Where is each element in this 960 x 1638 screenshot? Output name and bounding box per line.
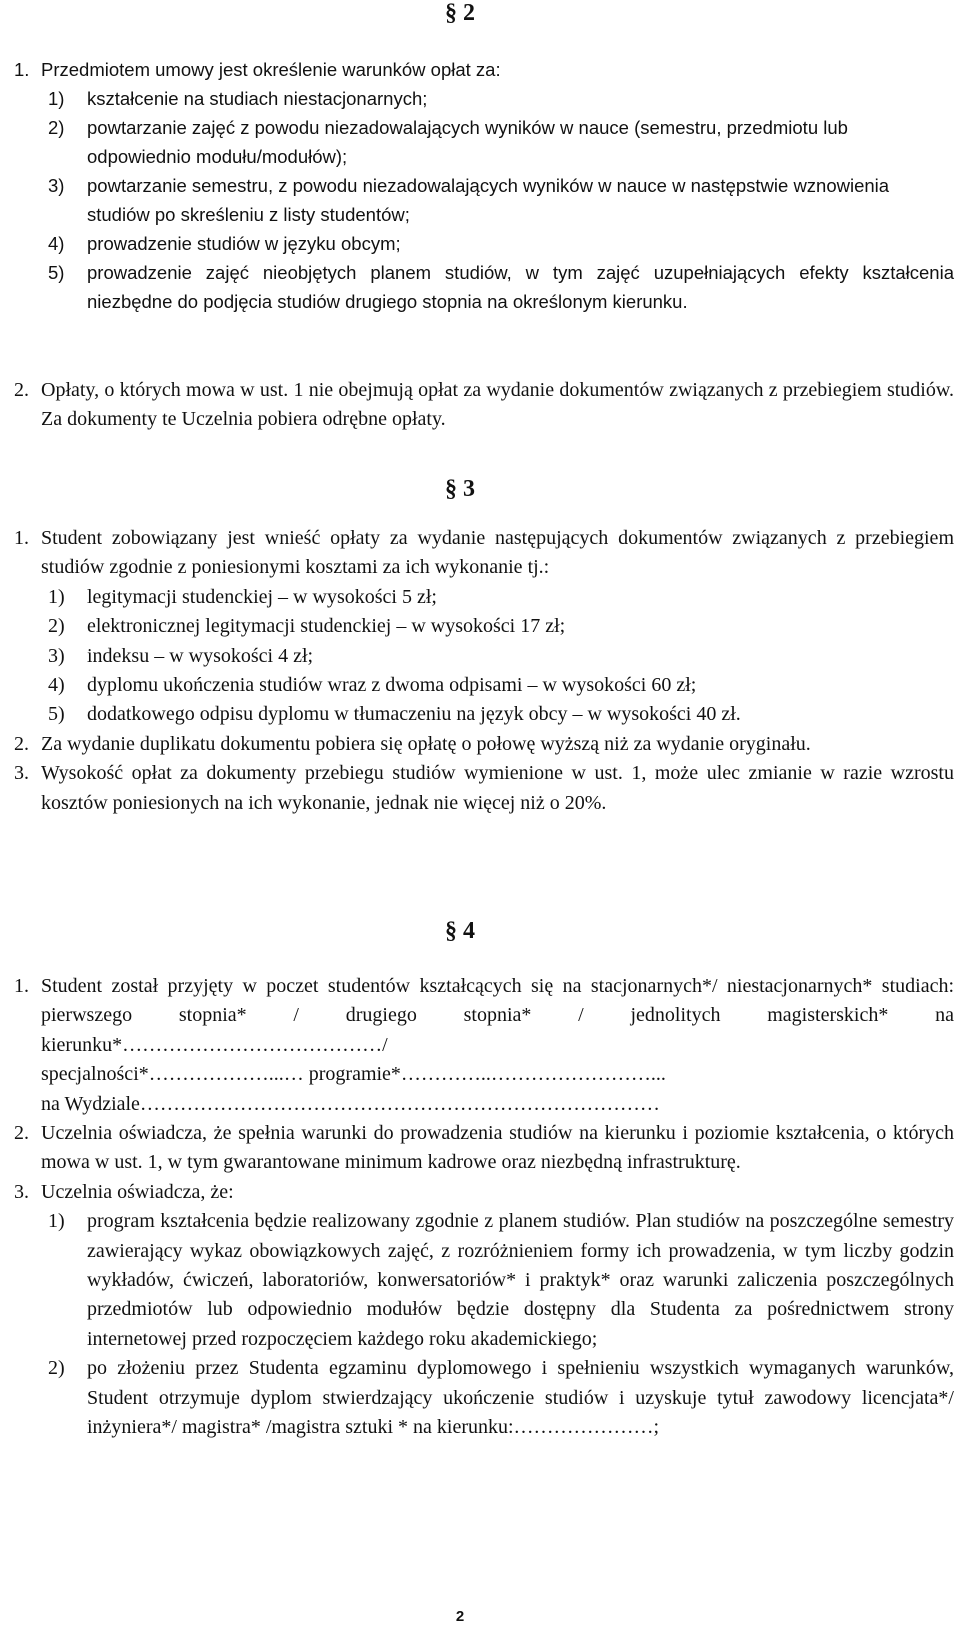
section-4-heading: § 4: [445, 918, 475, 944]
list-item: [14, 1178, 954, 1207]
item-number: 2): [48, 1357, 65, 1380]
item-number: 1): [48, 585, 65, 608]
list-item: [14, 1119, 954, 1178]
section-2-heading: § 2: [445, 0, 475, 26]
paragraph-number: 2.: [14, 379, 29, 401]
item-number: 3): [48, 644, 65, 667]
item-number: 2): [48, 117, 65, 138]
item-text: dyplomu ukończenia studiów wraz z dwoma odpisami – w wysokości 60 zł;: [87, 674, 697, 697]
list-item: [14, 376, 954, 435]
paragraph-number: 3.: [14, 762, 29, 785]
paragraph-text: Student zobowiązany jest wnieść opłaty za wydanie następujących dokumentów związanych z przebiegiem studiów zgodnie z poniesionymi kosztami za ich wykonanie tj.:: [41, 527, 954, 579]
paragraph-number: 2.: [14, 732, 29, 755]
list-item: [14, 55, 954, 84]
item-text: elektronicznej legitymacji studenckiej – w wysokości 17 zł;: [87, 615, 566, 638]
paragraph-text: Opłaty, o których mowa w ust. 1 nie obejmują opłat za wydanie dokumentów związanych z przebiegiem studiów. Za dokumenty te Uczelnia pobiera odrębne opłaty.: [41, 379, 954, 431]
item-text: po złożeniu przez Studenta egzaminu dyplomowego i spełnieniu wszystkich wymaganych warunków, Student otrzymuje dyplom stwierdzający ukończenie studiów i uzyskuje tytuł zawodowy licencjata*/ inżyniera*/ magistra* /magistra sztuki * na kierunku:…………………;: [87, 1357, 954, 1439]
section-4-paragraphs: [14, 972, 954, 1443]
list-item: [14, 730, 954, 759]
item-text: program kształcenia będzie realizowany zgodnie z planem studiów. Plan studiów na poszczególne semestry zawierający wykaz obowiązkowych zajęć, z rozróżnieniem formy ich prowadzenia, w tym liczby godzin wykładów, ćwiczeń, laboratoriów, konwersatoriów* i praktyk* oraz warunki zaliczenia poszczególnych przedmiotów lub odpowiednio modułów będzie dostępny dla Studenta za pośrednictwem strony internetowej przed rozpoczęciem każdego roku akademickiego;: [87, 1210, 954, 1350]
item-number: 5): [48, 703, 65, 726]
list-item: [14, 524, 954, 583]
item-text: dodatkowego odpisu dyplomu w tłumaczeniu na język obcy – w wysokości 40 zł.: [87, 703, 741, 726]
list-item: [14, 258, 954, 316]
section-3-paragraphs: [14, 524, 954, 818]
paragraph-text: Uczelnia oświadcza, że:: [41, 1180, 234, 1203]
enrollment-text: Student został przyjęty w poczet studentów kształcących się na stacjonarnych*/ niestacjonarnych* studiach: pierwszego stopnia* / drugiego stopnia* / jednolitych magisterskich* na kierunku*…………………………………/: [41, 975, 954, 1056]
list-item: [14, 972, 954, 1119]
item-text: powtarzanie zajęć z powodu niezadowalających wyników w nauce (semestru, przedmiotu lub odpowiednio modułu/modułów);: [87, 117, 848, 167]
item-text: legitymacji studenckiej – w wysokości 5 zł;: [87, 585, 437, 608]
specialization-line: specjalności*………………...… programie*…………..……………………...: [41, 1063, 666, 1086]
list-item: [14, 1354, 954, 1442]
paragraph-number: 2.: [14, 1122, 29, 1145]
paragraph-number: 1.: [14, 527, 29, 549]
list-item: [14, 642, 954, 671]
paragraph-text: Przedmiotem umowy jest określenie warunków opłat za:: [41, 59, 501, 80]
item-number: 3): [48, 175, 65, 196]
item-number: 4): [48, 233, 65, 254]
item-number: 2): [48, 615, 65, 638]
faculty-line: na Wydziale……………………………………………………………………: [41, 1092, 660, 1115]
section-2-paragraph-1: [14, 55, 954, 316]
paragraph-number: 3.: [14, 1180, 29, 1203]
list-item: [14, 700, 954, 729]
item-text: indeksu – w wysokości 4 zł;: [87, 644, 314, 667]
item-text: prowadzenie studiów w języku obcym;: [87, 233, 401, 254]
paragraph-text: Wysokość opłat za dokumenty przebiegu studiów wymienione w ust. 1, może ulec zmianie w razie wzrostu kosztów poniesionych na ich wykonanie, jednak nie więcej niż o 20%.: [41, 762, 954, 814]
section-2-paragraph-2: [14, 376, 954, 435]
list-item: [14, 1207, 954, 1354]
item-number: 1): [48, 1210, 65, 1233]
list-item: [14, 229, 954, 258]
page-number: 2: [455, 1608, 465, 1625]
item-text: prowadzenie zajęć nieobjętych planem studiów, w tym zajęć uzupełniających efekty kształcenia niezbędne do podjęcia studiów drugiego stopnia na określonym kierunku.: [87, 262, 954, 312]
list-item: [14, 113, 954, 171]
paragraph-number: 1.: [14, 975, 29, 997]
list-item: [14, 84, 954, 113]
list-item: [14, 759, 954, 818]
item-text: powtarzanie semestru, z powodu niezadowalających wyników w nauce w następstwie wznowienia studiów po skreśleniu z listy studentów;: [87, 175, 890, 225]
item-number: 5): [48, 262, 65, 283]
paragraph-number: 1.: [14, 59, 30, 80]
item-text: kształcenie na studiach niestacjonarnych;: [87, 88, 428, 109]
list-item: [14, 583, 954, 612]
list-item: [14, 671, 954, 700]
list-item: [14, 612, 954, 641]
paragraph-text: Uczelnia oświadcza, że spełnia warunki do prowadzenia studiów na kierunku i poziomie kształcenia, o których mowa w ust. 1, w tym gwarantowane minimum kadrowe oraz niezbędną infrastrukturę.: [41, 1122, 954, 1174]
section-3-heading: § 3: [445, 476, 475, 502]
paragraph-text: Za wydanie duplikatu dokumentu pobiera się opłatę o połowę wyższą niż za wydanie oryginału.: [41, 732, 811, 755]
item-number: 4): [48, 674, 65, 697]
list-item: [14, 171, 954, 229]
item-number: 1): [48, 88, 65, 109]
